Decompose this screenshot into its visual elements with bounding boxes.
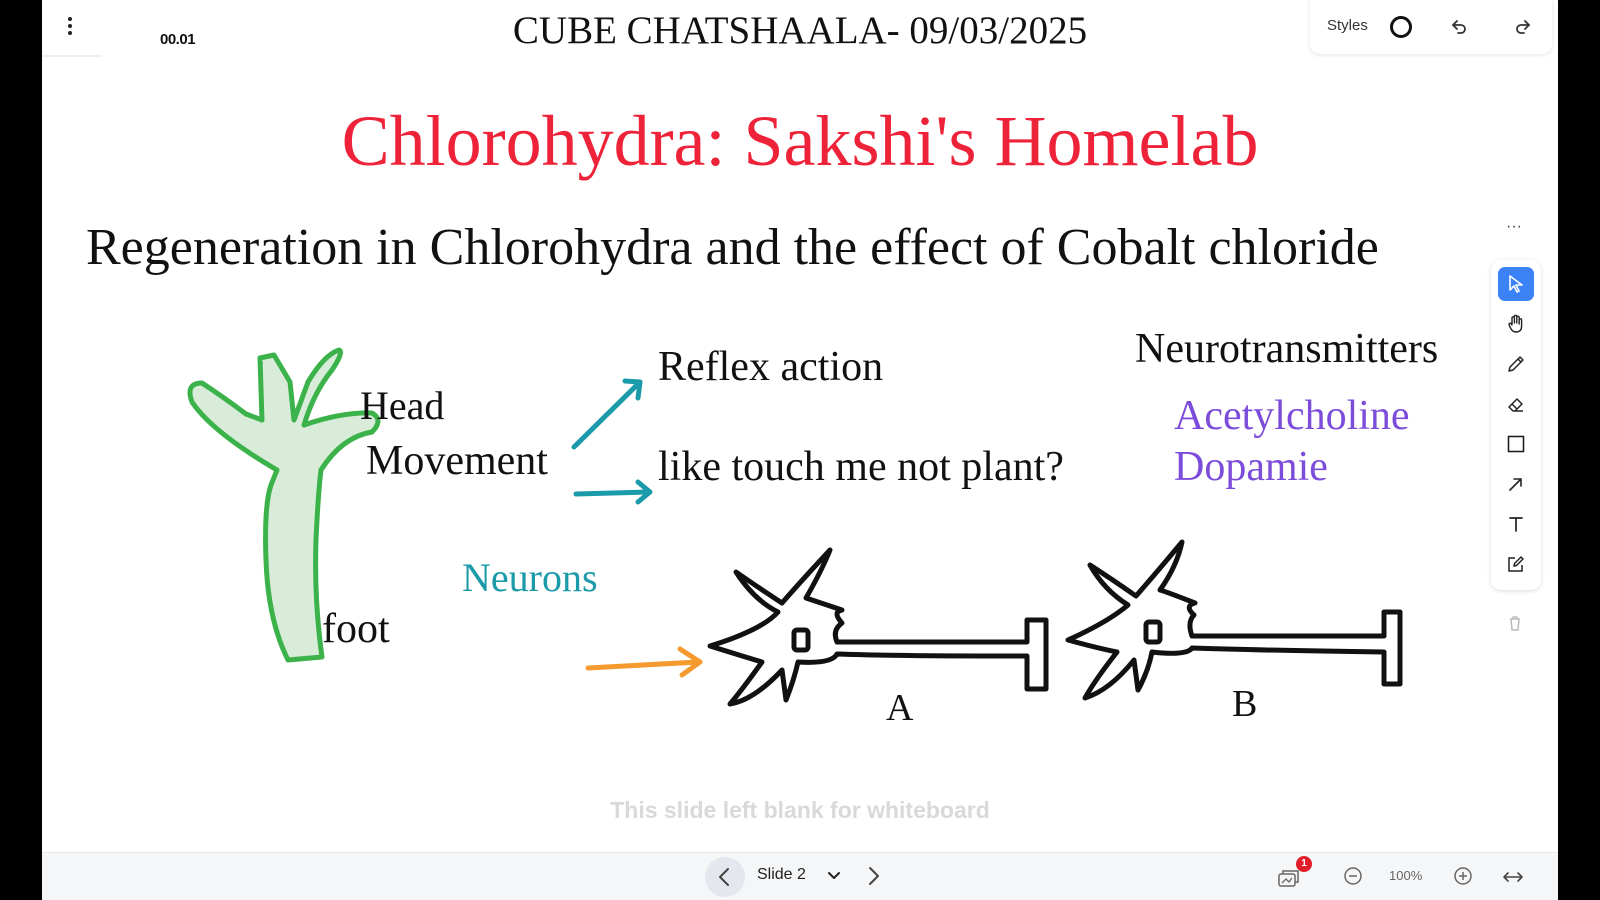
label-neuron-a: A: [886, 687, 914, 729]
text-tool[interactable]: [1498, 507, 1534, 541]
label-head: Head: [360, 383, 445, 428]
label-neurons: Neurons: [462, 555, 598, 600]
label-dopamie: Dopamie: [1174, 444, 1328, 490]
next-slide-button[interactable]: [860, 863, 886, 889]
previous-slide-button[interactable]: [705, 857, 745, 897]
eraser-tool[interactable]: [1498, 387, 1534, 421]
delete-icon[interactable]: [1502, 610, 1528, 636]
select-tool[interactable]: [1498, 267, 1534, 301]
arrow-icon: [1506, 474, 1526, 494]
label-acetylcholine: Acetylcholine: [1174, 393, 1410, 439]
neuron-a-drawing: [710, 550, 1046, 704]
text-icon: [1506, 514, 1526, 534]
zoom-level: 100%: [1389, 868, 1423, 883]
toolbar-more-icon[interactable]: ···: [1506, 218, 1522, 235]
eraser-icon: [1506, 394, 1526, 414]
fit-width-icon[interactable]: [1500, 867, 1526, 887]
chevron-down-icon[interactable]: [824, 865, 844, 885]
blank-slide-note: This slide left blank for whiteboard: [610, 797, 990, 823]
zoom-out-icon[interactable]: [1342, 865, 1364, 887]
session-timer: 00.01: [160, 31, 196, 48]
arrow-to-neuron: [588, 649, 700, 675]
bottom-bar: [42, 852, 1558, 900]
cursor-icon: [1506, 274, 1526, 294]
pencil-icon: [1506, 354, 1526, 374]
neuron-b-drawing: [1068, 542, 1400, 698]
hand-icon: [1506, 314, 1526, 334]
arrow-to-touch: [576, 482, 650, 502]
slide-indicator: Slide 2: [757, 866, 806, 883]
whiteboard-stage[interactable]: [42, 0, 1558, 900]
slide-subtitle: Regeneration in Chlorohydra and the effect of Cobalt chloride: [86, 219, 1379, 276]
label-touch-me-not: like touch me not plant?: [658, 444, 1064, 490]
edit-note-icon: [1506, 554, 1526, 574]
label-reflex-action: Reflex action: [658, 344, 884, 390]
arrow-to-reflex: [574, 381, 640, 447]
rectangle-tool[interactable]: [1498, 427, 1534, 461]
label-neuron-b: B: [1232, 683, 1258, 725]
chevron-right-icon: [860, 863, 886, 889]
rectangle-icon: [1506, 434, 1526, 454]
notification-badge: 1: [1296, 856, 1312, 872]
label-movement: Movement: [366, 438, 548, 484]
pencil-tool[interactable]: [1498, 347, 1534, 381]
slide-title: Chlorohydra: Sakshi's Homelab: [341, 101, 1259, 181]
chevron-left-icon: [705, 857, 745, 897]
session-title: CUBE CHATSHAALA- 09/03/2025: [512, 9, 1088, 52]
hand-tool[interactable]: [1498, 307, 1534, 341]
styles-button[interactable]: Styles: [1327, 17, 1368, 34]
zoom-in-icon[interactable]: [1452, 865, 1474, 887]
arrow-tool[interactable]: [1498, 467, 1534, 501]
label-foot: foot: [322, 606, 390, 652]
drawing-toolbar: [1491, 260, 1541, 590]
label-neurotransmitters: Neurotransmitters: [1135, 326, 1439, 372]
note-tool[interactable]: [1498, 547, 1534, 581]
